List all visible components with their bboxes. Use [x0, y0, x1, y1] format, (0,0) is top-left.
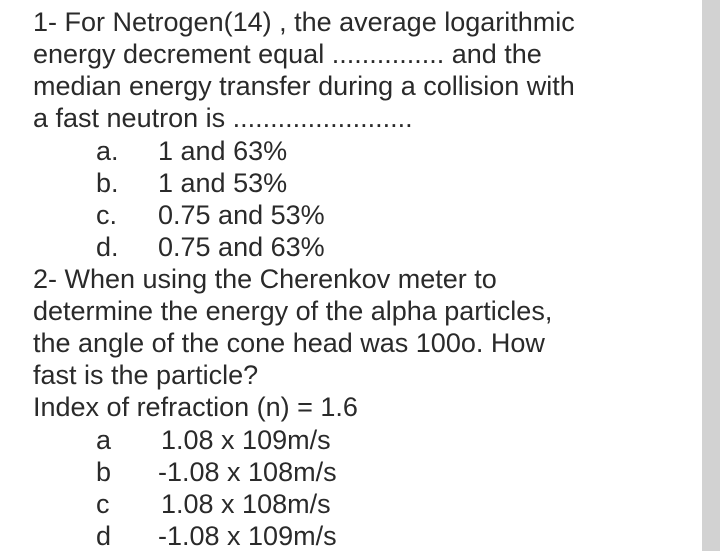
- question2-line-2: determine the energy of the alpha particles,: [33, 296, 553, 326]
- option-text: 1.08 x 109m/s: [161, 425, 331, 455]
- question2-line-4: fast is the particle?: [33, 360, 259, 390]
- question1-line-3: median energy transfer during a collision with: [33, 71, 575, 101]
- option-letter: c: [96, 489, 110, 519]
- question2-line-1: 2- When using the Cherenkov meter to: [33, 264, 497, 294]
- option-text: 1 and 53%: [158, 168, 288, 198]
- option-text: 1.08 x 108m/s: [161, 489, 331, 519]
- option-letter: d: [96, 521, 112, 551]
- question2-line-5: Index of refraction (n) = 1.6: [33, 392, 358, 422]
- option-letter: a.: [96, 136, 119, 166]
- question2-line-3: the angle of the cone head was 100o. How: [33, 328, 545, 358]
- question1-option-d: [96, 232, 376, 263]
- option-text: 0.75 and 53%: [158, 200, 325, 230]
- question2-option-c: [96, 489, 396, 520]
- option-text: -1.08 x 108m/s: [158, 457, 337, 487]
- question1-line-1: 1- For Netrogen(14) , the average logarithmic: [33, 7, 575, 37]
- option-letter: d.: [96, 232, 119, 262]
- right-edge-border: [702, 0, 720, 551]
- question1-option-b: [96, 168, 376, 199]
- question1-line-4: a fast neutron is ........................: [33, 103, 413, 133]
- option-text: 1 and 63%: [158, 136, 288, 166]
- question1-line-2: energy decrement equal ............... and the: [33, 39, 542, 69]
- option-letter: a: [96, 425, 112, 455]
- question1-option-c: [96, 200, 376, 231]
- option-text: 0.75 and 63%: [158, 232, 325, 262]
- question2-option-b: [96, 457, 396, 488]
- option-letter: b.: [96, 168, 119, 198]
- option-text: -1.08 x 109m/s: [158, 521, 337, 551]
- question2-option-d: [96, 521, 396, 552]
- option-letter: b: [96, 457, 112, 487]
- option-letter: c.: [96, 200, 118, 230]
- question2-option-a: [96, 425, 396, 456]
- question1-option-a: [96, 136, 376, 167]
